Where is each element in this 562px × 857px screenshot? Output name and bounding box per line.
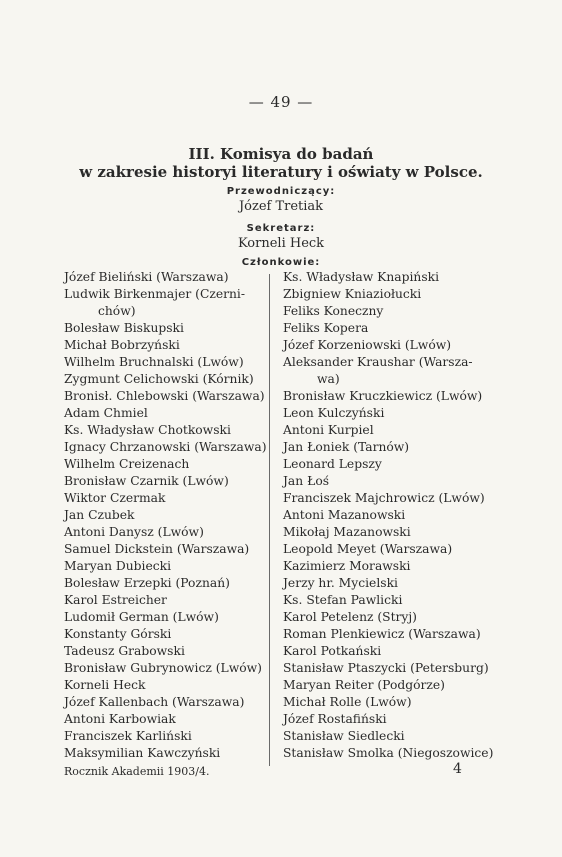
secretary-label: Sekretarz: <box>246 223 316 234</box>
member-item: Stanisław Siedlecki <box>283 729 405 743</box>
member-item: Mikołaj Mazanowski <box>283 525 411 539</box>
member-item: Feliks Koneczny <box>283 304 384 318</box>
member-item: Tadeusz Grabowski <box>64 644 185 658</box>
member-item: Wilhelm Bruchnalski (Lwów) <box>64 355 244 369</box>
member-item: Stanisław Smolka (Niegoszowice) <box>283 746 494 760</box>
member-item: Bolesław Biskupski <box>64 321 184 335</box>
member-item: Michał Bobrzyński <box>64 338 180 352</box>
member-item: Feliks Kopera <box>283 321 369 335</box>
members-label: Członkowie: <box>241 257 321 268</box>
member-item: Antoni Karbowiak <box>64 712 176 726</box>
member-item: Ks. Stefan Pawlicki <box>283 593 403 607</box>
chairman-name: Józef Tretiak <box>238 199 324 214</box>
member-item-continuation: wa) <box>317 372 340 386</box>
member-item: Leopold Meyet (Warszawa) <box>283 542 453 556</box>
commission-title-line-2: w zakresie historyi literatury i oświaty w Polsce. <box>79 163 483 181</box>
member-item: Stanisław Ptaszycki (Petersburg) <box>283 661 489 675</box>
member-item: Bronisław Kruczkiewicz (Lwów) <box>283 389 483 403</box>
member-item: Franciszek Karliński <box>64 729 192 743</box>
member-item: Józef Korzeniowski (Lwów) <box>283 338 452 352</box>
member-item: Jan Czubek <box>64 508 135 522</box>
member-item: Roman Plenkiewicz (Warszawa) <box>283 627 481 641</box>
member-item: Ludwik Birkenmajer (Czerni- <box>64 287 245 301</box>
member-item: Ks. Władysław Knapiński <box>283 270 440 284</box>
member-item: Michał Rolle (Lwów) <box>283 695 412 709</box>
member-item: Bronisł. Chlebowski (Warszawa) <box>64 389 265 403</box>
member-item: Antoni Kurpiel <box>283 423 374 437</box>
member-item: Zbigniew Kniaziołucki <box>283 287 422 301</box>
member-item: Ludomił German (Lwów) <box>64 610 219 624</box>
member-item: Ks. Władysław Chotkowski <box>64 423 231 437</box>
member-item: Wiktor Czermak <box>64 491 166 505</box>
member-item: Karol Petelenz (Stryj) <box>283 610 417 624</box>
member-item: Ignacy Chrzanowski (Warszawa) <box>64 440 267 454</box>
member-item: Józef Kallenbach (Warszawa) <box>64 695 245 709</box>
member-item: Jan Łoś <box>283 474 330 488</box>
member-item: Józef Rostafiński <box>283 712 387 726</box>
member-item: Maksymilian Kawczyński <box>64 746 221 760</box>
member-item: Antoni Danysz (Lwów) <box>64 525 204 539</box>
member-item: Józef Bieliński (Warszawa) <box>64 270 229 284</box>
members-left-column <box>64 269 267 762</box>
member-item: Zygmunt Celichowski (Kórnik) <box>64 372 254 386</box>
page-number: — 49 — <box>248 93 314 111</box>
chairman-label: Przewodniczący: <box>226 186 336 197</box>
member-item: Karol Potkański <box>283 644 382 658</box>
member-item: Antoni Mazanowski <box>283 508 406 522</box>
member-item: Maryan Reiter (Podgórze) <box>283 678 445 692</box>
member-item-continuation: chów) <box>98 304 136 318</box>
member-item: Maryan Dubiecki <box>64 559 172 573</box>
member-item: Franciszek Majchrowicz (Lwów) <box>283 491 485 505</box>
member-item: Leonard Lepszy <box>283 457 382 471</box>
column-divider <box>269 274 270 766</box>
member-item: Korneli Heck <box>64 678 146 692</box>
member-item: Kazimierz Morawski <box>283 559 411 573</box>
member-item: Bronisław Czarnik (Lwów) <box>64 474 229 488</box>
member-item: Karol Estreicher <box>64 593 167 607</box>
member-item: Jerzy hr. Mycielski <box>283 576 398 590</box>
footer-signature: Rocznik Akademii 1903/4. <box>64 765 210 778</box>
member-item: Samuel Dickstein (Warszawa) <box>64 542 250 556</box>
member-item: Jan Łoniek (Tarnów) <box>283 440 410 454</box>
member-item: Wilhelm Creizenach <box>64 457 190 471</box>
member-item: Konstanty Górski <box>64 627 172 641</box>
footer-sheet-number: 4 <box>453 761 462 777</box>
member-item: Leon Kulczyński <box>283 406 385 420</box>
commission-title-line-1: III. Komisya do badań <box>188 145 374 163</box>
members-right-column <box>283 269 494 762</box>
member-item: Adam Chmiel <box>64 406 148 420</box>
member-item: Aleksander Kraushar (Warsza- <box>283 355 473 369</box>
member-item: Bronisław Gubrynowicz (Lwów) <box>64 661 262 675</box>
member-item: Bolesław Erzepki (Poznań) <box>64 576 230 590</box>
secretary-name: Korneli Heck <box>237 236 325 251</box>
